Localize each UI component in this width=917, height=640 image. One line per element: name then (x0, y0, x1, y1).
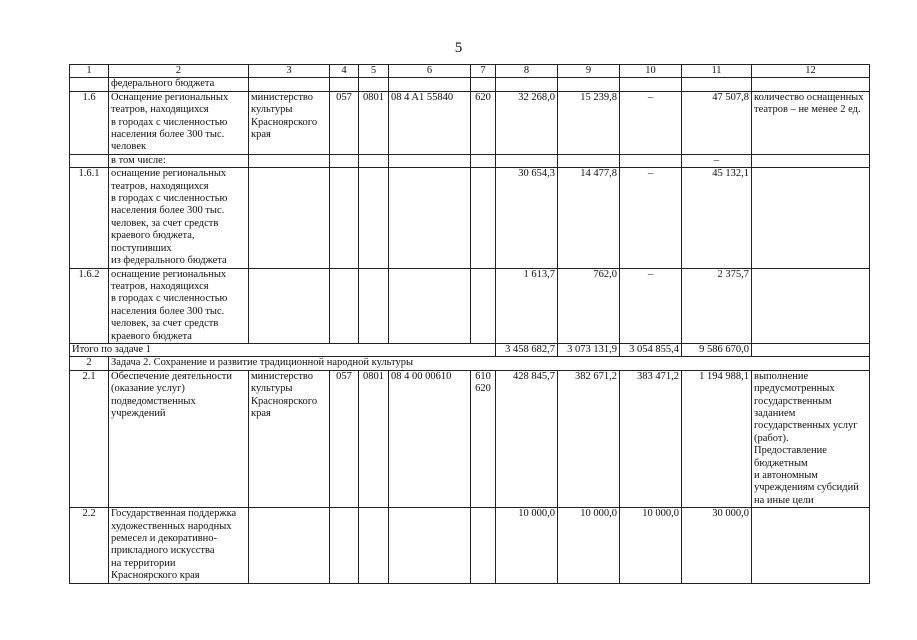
cell-name: Обеспечение деятельности (оказание услуг) подведомственных учреждений (109, 370, 249, 507)
cell (389, 168, 471, 268)
cell-value: 3 073 131,9 (558, 343, 620, 356)
cell (330, 508, 359, 583)
cell-name: оснащение региональных театров, находящихся в городах с численностью населения более 300 тыс. человек, за счет средств краевого бюджета (109, 268, 249, 343)
cell (359, 168, 389, 268)
header-cell: 12 (752, 65, 870, 78)
cell-number: 1.6 (70, 91, 109, 154)
cell (389, 268, 471, 343)
cell-csr: 08 4 A1 55840 (389, 91, 471, 154)
header-cell: 10 (620, 65, 682, 78)
cell (330, 268, 359, 343)
cell (620, 78, 682, 91)
cell-executor: министерство культуры Красноярского края (249, 370, 330, 507)
table-row-total (70, 343, 870, 356)
cell-value: – (620, 91, 682, 154)
cell (752, 168, 870, 268)
cell-value: 3 054 855,4 (620, 343, 682, 356)
cell (471, 168, 496, 268)
cell (359, 268, 389, 343)
cell-grbs: 057 (330, 91, 359, 154)
cell (496, 154, 558, 167)
table-row (70, 154, 870, 167)
cell-number: 2.2 (70, 508, 109, 583)
cell (620, 154, 682, 167)
cell (389, 78, 471, 91)
page-number: 5 (454, 40, 463, 56)
cell-name: Оснащение региональных театров, находящихся в городах с численностью населения более 300 тыс. человек (109, 91, 249, 154)
header-cell: 2 (109, 65, 249, 78)
cell (70, 154, 109, 167)
cell-value: 32 268,0 (496, 91, 558, 154)
cell-total: 47 507,8 (682, 91, 752, 154)
budget-table (69, 64, 870, 584)
table-row (70, 168, 870, 268)
cell (249, 508, 330, 583)
cell-value: 1 613,7 (496, 268, 558, 343)
cell-result: выполнение предусмотренных государственным заданием государственных услуг (работ). Предоставление бюджетным и автономным учреждениям субсидий на иные цели (752, 370, 870, 507)
cell (471, 154, 496, 167)
cell-vr: 610 620 (471, 370, 496, 507)
cell-number: 1.6.2 (70, 268, 109, 343)
cell (752, 78, 870, 91)
cell (752, 154, 870, 167)
cell-total: – (682, 154, 752, 167)
cell-value: 382 671,2 (558, 370, 620, 507)
cell-rzpr: 0801 (359, 370, 389, 507)
cell-total: 2 375,7 (682, 268, 752, 343)
cell-value: 14 477,8 (558, 168, 620, 268)
cell (496, 78, 558, 91)
header-cell: 5 (359, 65, 389, 78)
cell (249, 268, 330, 343)
cell-value: 30 654,3 (496, 168, 558, 268)
header-cell: 7 (471, 65, 496, 78)
cell (752, 268, 870, 343)
header-cell: 8 (496, 65, 558, 78)
cell-value: 10 000,0 (620, 508, 682, 583)
header-cell: 6 (389, 65, 471, 78)
cell-executor: министерство культуры Красноярского края (249, 91, 330, 154)
cell (471, 78, 496, 91)
cell-value: 10 000,0 (558, 508, 620, 583)
cell-number: 1.6.1 (70, 168, 109, 268)
header-cell: 3 (249, 65, 330, 78)
cell (471, 508, 496, 583)
cell-name: оснащение региональных театров, находящихся в городах с численностью населения более 300 тыс. человек, за счет средств краевого бюджета, поступивших из федерального бюджета (109, 168, 249, 268)
table-row (70, 370, 870, 507)
cell-value: – (620, 168, 682, 268)
cell-value: 383 471,2 (620, 370, 682, 507)
header-cell: 9 (558, 65, 620, 78)
cell-name: федерального бюджета (109, 78, 249, 91)
cell (752, 343, 870, 356)
cell-value: 15 239,8 (558, 91, 620, 154)
cell (682, 78, 752, 91)
cell (359, 78, 389, 91)
cell (249, 168, 330, 268)
cell (330, 168, 359, 268)
cell (330, 154, 359, 167)
cell-vr: 620 (471, 91, 496, 154)
cell-number: 2.1 (70, 370, 109, 507)
cell (558, 154, 620, 167)
table-row (70, 78, 870, 91)
cell-name: в том числе: (109, 154, 249, 167)
task-title: Задача 2. Сохранение и развитие традиционной народной культуры (109, 357, 870, 370)
table-row (70, 268, 870, 343)
table-row (70, 91, 870, 154)
cell (249, 78, 330, 91)
cell-total: 9 586 670,0 (682, 343, 752, 356)
total-label: Итого по задаче 1 (70, 343, 496, 356)
cell (471, 268, 496, 343)
cell (389, 508, 471, 583)
table-row (70, 508, 870, 583)
cell-total: 30 000,0 (682, 508, 752, 583)
header-row (70, 65, 870, 78)
cell (70, 78, 109, 91)
cell-grbs: 057 (330, 370, 359, 507)
cell (249, 154, 330, 167)
header-cell: 4 (330, 65, 359, 78)
cell-value: 762,0 (558, 268, 620, 343)
cell-value: – (620, 268, 682, 343)
cell-rzpr: 0801 (359, 91, 389, 154)
cell-value: 3 458 682,7 (496, 343, 558, 356)
cell (752, 508, 870, 583)
cell (389, 154, 471, 167)
cell-value: 10 000,0 (496, 508, 558, 583)
cell (330, 78, 359, 91)
cell (359, 154, 389, 167)
header-cell: 11 (682, 65, 752, 78)
cell-total: 45 132,1 (682, 168, 752, 268)
cell (359, 508, 389, 583)
header-cell: 1 (70, 65, 109, 78)
table-row-task (70, 357, 870, 370)
cell-result: количество оснащенных театров – не менее 2 ед. (752, 91, 870, 154)
cell-total: 1 194 988,1 (682, 370, 752, 507)
cell-csr: 08 4 00 00610 (389, 370, 471, 507)
cell-number: 2 (70, 357, 109, 370)
cell-name: Государственная поддержка художественных народных ремесел и декоративно- прикладного искусства на территории Красноярского края (109, 508, 249, 583)
cell-value: 428 845,7 (496, 370, 558, 507)
cell (558, 78, 620, 91)
